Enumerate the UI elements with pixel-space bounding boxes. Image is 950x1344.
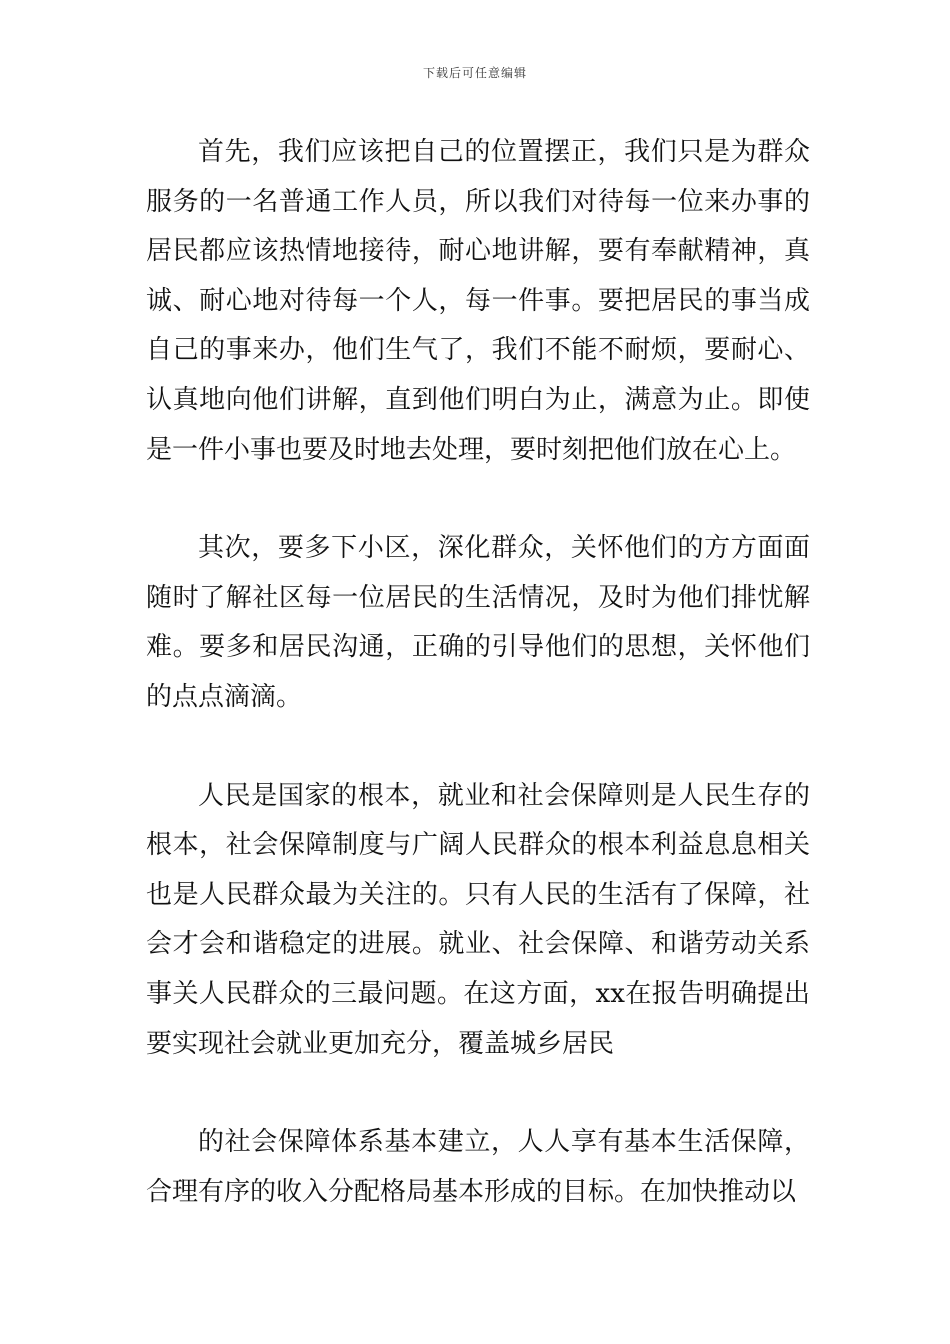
paragraph-2: 其次，要多下小区，深化群众，关怀他们的方方面面随时了解社区每一位居民的生活情况，及时为他们排忧解难。要多和居民沟通，正确的引导他们的思想，关怀他们的点点滴滴。 <box>146 533 810 712</box>
document-body <box>146 128 810 1217</box>
paragraph-4: 的社会保障体系基本建立，人人享有基本生活保障，合理有序的收入分配格局基本形成的目标。在加快推动以 <box>146 1127 810 1207</box>
paragraph-1: 首先，我们应该把自己的位置摆正，我们只是为群众服务的一名普通工作人员，所以我们对待每一位来办事的居民都应该热情地接待，耐心地讲解，要有奉献精神，真诚、耐心地对待每一个人，每一件事。要把居民的事当成自己的事来办，他们生气了，我们不能不耐烦，要耐心、认真地向他们讲解，直到他们明白为止，满意为止。即使是一件小事也要及时地去处理，要时刻把他们放在心上。 <box>146 137 810 465</box>
header-note: 下载后可任意编辑 <box>422 66 527 80</box>
paragraph-3: 人民是国家的根本，就业和社会保障则是人民生存的根本，社会保障制度与广阔人民群众的根本利益息息相关也是人民群众最为关注的。只有人民的生活有了保障，社会才会和谐稳定的进展。就业、社会保障、和谐劳动关系事关人民群众的三最问题。在这方面，xx在报告明确提出要实现社会就业更加充分，覆盖城乡居民 <box>146 780 810 1059</box>
